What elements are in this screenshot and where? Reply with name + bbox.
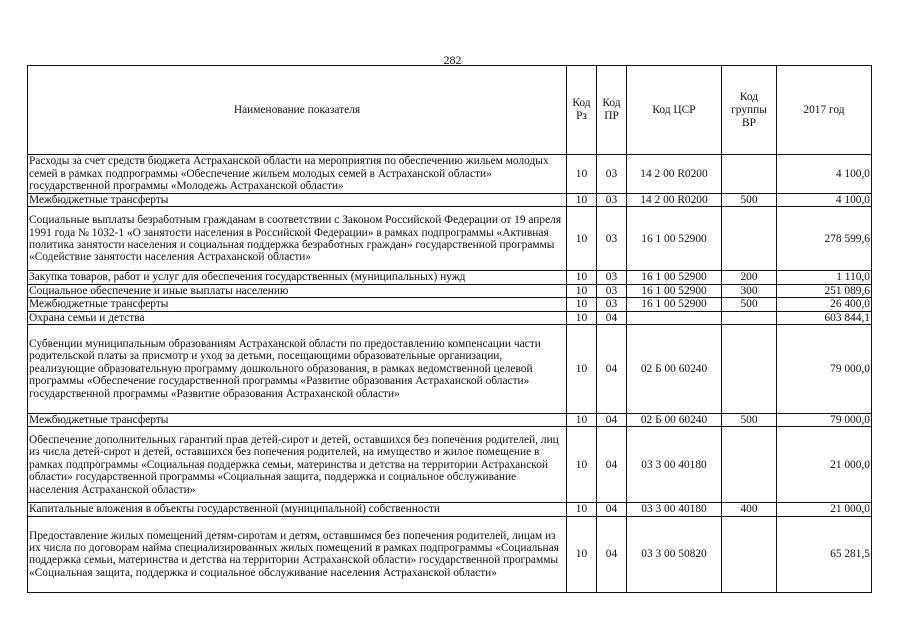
- row-pr: 04: [597, 516, 627, 592]
- row-csr: 02 Б 00 60240: [627, 414, 722, 427]
- row-name: Расходы за счет средств бюджета Астраханской области на мероприятия по обеспечению жильем молодых семей в рамках подпрограммы «Обеспечение жильем молодых семей в Астраханской области» государственной программы «Молодежь Астраханской области»: [28, 155, 567, 194]
- row-amount: 65 281,5: [777, 516, 872, 592]
- row-pr: 03: [597, 298, 627, 311]
- row-rz: 10: [567, 271, 597, 284]
- row-amount: 79 000,0: [777, 414, 872, 427]
- row-vr: 500: [722, 194, 777, 207]
- row-rz: 10: [567, 155, 597, 194]
- table-row: [28, 207, 872, 271]
- row-amount: 278 599,6: [777, 207, 872, 271]
- row-name: Предоставление жилых помещений детям-сиротам и детям, оставшимся без попечения родителей, лицам из их числа по договорам найма специализированных жилых помещений в рамках подпрограммы «Социальная поддержка семьи, материнства и детства на территории Астраханской области» государственной программы «Социальная защита, поддержка и социальное обслуживание населения Астраханской области»: [28, 516, 567, 592]
- row-rz: 10: [567, 516, 597, 592]
- row-pr: 03: [597, 207, 627, 271]
- row-rz: 10: [567, 427, 597, 503]
- row-vr: [722, 427, 777, 503]
- row-name: Межбюджетные трансферты: [28, 194, 567, 207]
- row-csr: 14 2 00 R0200: [627, 194, 722, 207]
- row-rz: 10: [567, 298, 597, 311]
- row-csr: 14 2 00 R0200: [627, 155, 722, 194]
- row-vr: [722, 207, 777, 271]
- row-rz: 10: [567, 325, 597, 414]
- header-name: Наименование показателя: [28, 66, 567, 155]
- row-amount: 4 100,0: [777, 155, 872, 194]
- table-row: [28, 503, 872, 516]
- budget-table: [27, 65, 872, 593]
- row-amount: 21 000,0: [777, 427, 872, 503]
- row-rz: 10: [567, 284, 597, 297]
- row-amount: 603 844,1: [777, 311, 872, 324]
- table-header-row: [28, 66, 872, 155]
- row-rz: 10: [567, 207, 597, 271]
- row-pr: 04: [597, 414, 627, 427]
- table-row: [28, 325, 872, 414]
- row-rz: 10: [567, 194, 597, 207]
- row-amount: 79 000,0: [777, 325, 872, 414]
- row-name: Межбюджетные трансферты: [28, 414, 567, 427]
- row-csr: 16 1 00 52900: [627, 271, 722, 284]
- row-vr: [722, 516, 777, 592]
- row-amount: 26 400,0: [777, 298, 872, 311]
- row-pr: 04: [597, 311, 627, 324]
- row-amount: 251 089,6: [777, 284, 872, 297]
- row-vr: 400: [722, 503, 777, 516]
- page-number: 282: [443, 53, 462, 67]
- row-csr: 16 1 00 52900: [627, 284, 722, 297]
- row-rz: 10: [567, 311, 597, 324]
- row-rz: 10: [567, 503, 597, 516]
- row-csr: 02 Б 00 60240: [627, 325, 722, 414]
- table-row: [28, 271, 872, 284]
- table-row: [28, 284, 872, 297]
- row-pr: 03: [597, 284, 627, 297]
- row-csr: 16 1 00 52900: [627, 207, 722, 271]
- row-name: Закупка товаров, работ и услуг для обеспечения государственных (муниципальных) нужд: [28, 271, 567, 284]
- row-name: Социальное обеспечение и иные выплаты населению: [28, 284, 567, 297]
- row-name: Охрана семьи и детства: [28, 311, 567, 324]
- row-csr: 03 3 00 50820: [627, 516, 722, 592]
- row-name: Субвенции муниципальным образованиям Астраханской области по предоставлению компенсации части родительской платы за присмотр и уход за детьми, посещающими образовательные организации, реализующие образовательную программу дошкольного образования, в рамках ведомственной целевой программы «Обеспечение государственной программы «Развитие образования Астраханской области» государственной программы «Развитие образования Астраханской области»: [28, 325, 567, 414]
- row-pr: 04: [597, 503, 627, 516]
- row-name: Капитальные вложения в объекты государственной (муниципальной) собственности: [28, 503, 567, 516]
- row-csr: 16 1 00 52900: [627, 298, 722, 311]
- header-pr: Код ПР: [597, 66, 627, 155]
- table-row: [28, 298, 872, 311]
- row-amount: 4 100,0: [777, 194, 872, 207]
- table-row: [28, 414, 872, 427]
- row-amount: 21 000,0: [777, 503, 872, 516]
- row-csr: 03 3 00 40180: [627, 427, 722, 503]
- row-pr: 04: [597, 325, 627, 414]
- row-name: Обеспечение дополнительных гарантий прав детей-сирот и детей, оставшихся без попечения родителей, лиц из числа детей-сирот и детей, оставшихся без попечения родителей, на имущество и жилое помещение в рамках подпрограммы «Социальная поддержка семьи, материнства и детства на территории Астраханской области» государственной программы «Социальная защита, поддержка и социальное обслуживание населения Астраханской области»: [28, 427, 567, 503]
- row-csr: [627, 311, 722, 324]
- table-row: [28, 427, 872, 503]
- row-vr: [722, 155, 777, 194]
- row-vr: [722, 325, 777, 414]
- row-vr: 200: [722, 271, 777, 284]
- row-vr: 300: [722, 284, 777, 297]
- row-vr: 500: [722, 298, 777, 311]
- row-pr: 03: [597, 194, 627, 207]
- header-year: 2017 год: [777, 66, 872, 155]
- header-vr: Код группы ВР: [722, 66, 777, 155]
- table-row: [28, 194, 872, 207]
- table-row: [28, 516, 872, 592]
- table-row: [28, 311, 872, 324]
- header-rz: Код Рз: [567, 66, 597, 155]
- row-rz: 10: [567, 414, 597, 427]
- row-csr: 03 3 00 40180: [627, 503, 722, 516]
- table-row: [28, 155, 872, 194]
- row-vr: 500: [722, 414, 777, 427]
- row-amount: 1 110,0: [777, 271, 872, 284]
- row-name: Межбюджетные трансферты: [28, 298, 567, 311]
- row-vr: [722, 311, 777, 324]
- row-name: Социальные выплаты безработным гражданам в соответствии с Законом Российской Федерации от 19 апреля 1991 года № 1032-1 «О занятости населения в Российской Федерации» в рамках подпрограммы «Активная политика занятости населения и социальная поддержка безработных граждан» государственной программы «Содействие занятости населения Астраханской области»: [28, 207, 567, 271]
- row-pr: 03: [597, 155, 627, 194]
- row-pr: 04: [597, 427, 627, 503]
- header-csr: Код ЦСР: [627, 66, 722, 155]
- row-pr: 03: [597, 271, 627, 284]
